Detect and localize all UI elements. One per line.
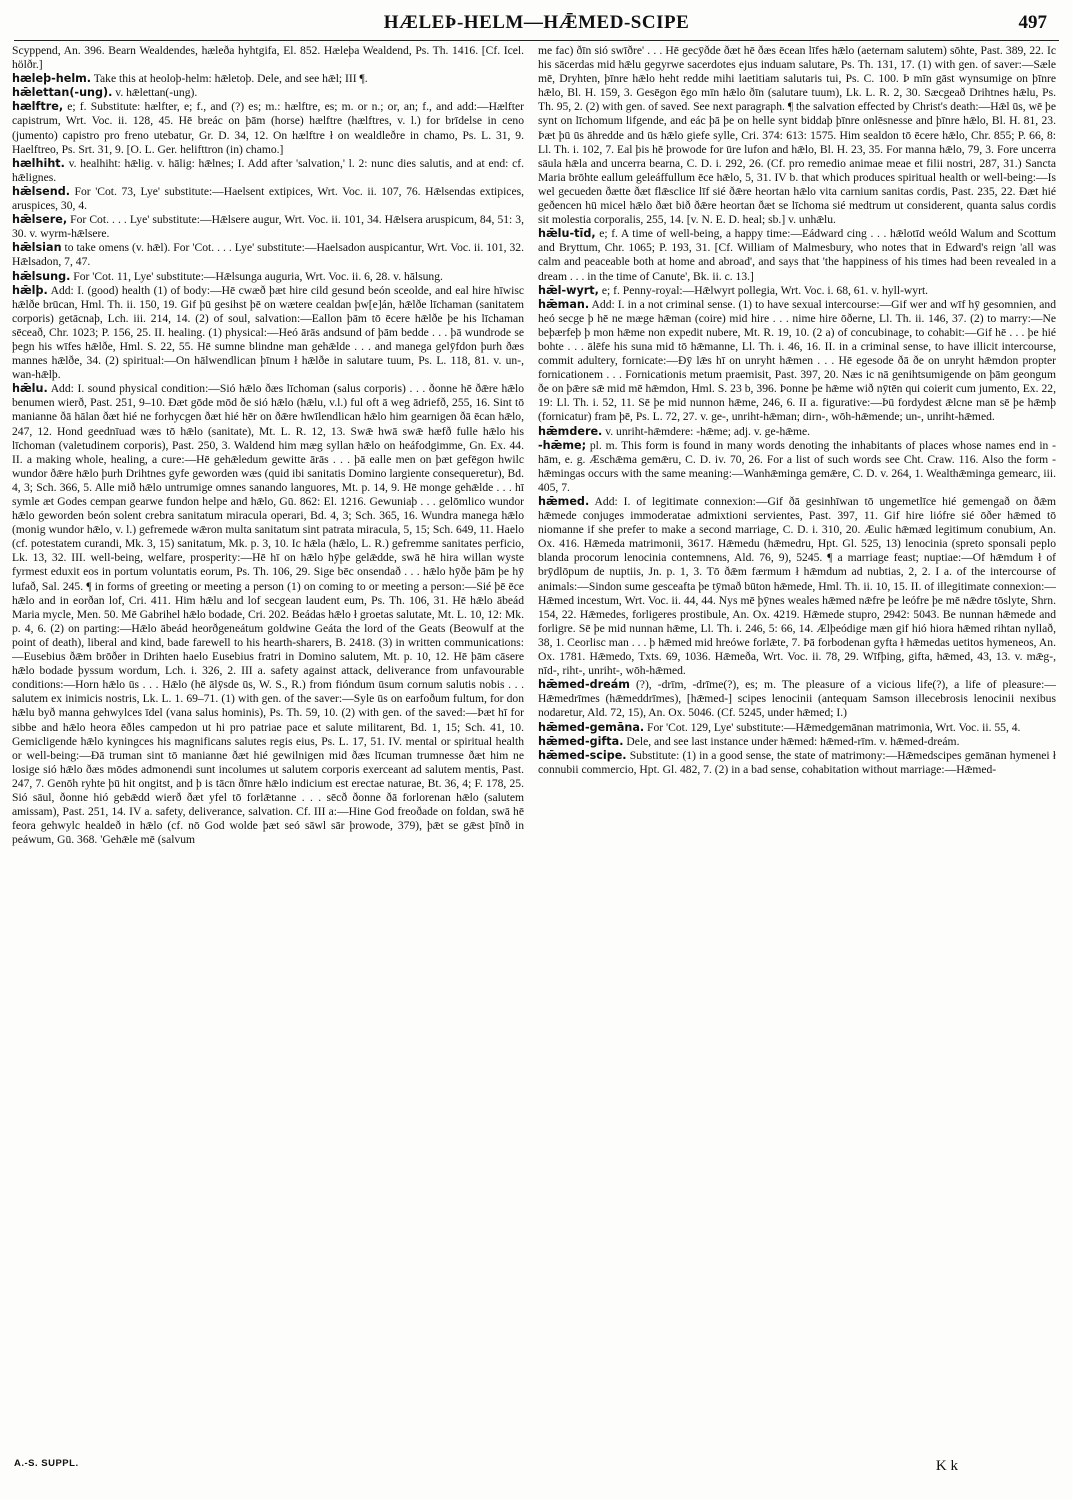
dictionary-entry	[538, 495, 1056, 678]
entry-text: For Cot. . . . Lye' substitute:—Hǣlsere augur, Wrt. Voc. ii. 101, 34. Hǣlsera aruspicum, 84, 51: 3, 30. v. wyrm-hǣlsere.	[12, 213, 524, 241]
dictionary-entry	[12, 284, 524, 383]
dictionary-entry	[538, 284, 1056, 298]
entry-text: Dele, and see last instance under hǣmed: hǣmed-rīm. v. hǣmed-dreám.	[623, 734, 960, 748]
entry-text: pl. m. This form is found in many words denoting the inhabitants of places whose names end in -hām, e. g. Æschǣma gemǣru, C. D. iv. 70, 26. For a list of such words see Cht. Craw. 116. Also the form -hǣmingas occurs with the same meaning:—Wanhǣminga gemǣre, C. D. v. 264, 1. Wealthǣminga gemearc, iii. 405, 7.	[538, 438, 1056, 494]
entry-headword: hǣmed-scipe.	[538, 748, 627, 762]
entry-text: me fac) ðīn sió swīðre' . . . Hē gecȳðde ðæt hē ðæs ēcean līfes hǣlo (aeternam salutem) sōhte, Past. 389, 22. Ic his sācerdas mid hǣlu gegyrwe sacerdotes ejus induam salutare, Ps. Th. 131, 17. (1) with gen. of saver:—Sæle mē, Dryhten, þīnre hǣlo heht redde mihi laetitiam salutaris tui, Ps. C. 100. Þ mīn gāst wynsumige on þīnre hǣlo, Bl. H. 159, 3. Gesēgon ēgo mīn hǣlo ðīn (salutare tuum), Lk. L. R. 2, 30. Sæcgeað Drihtnes hǣlu, Ps. Th. 95, 2. (2) with gen. of saved. See next paragraph. ¶ the salvation effected by Christ's death:—Hǣl ūs, wē þe synt on līchomum lifgende, and eác þā þe on helle synt biddaþ þīnre onlēsnesse and þīnre hǣlo, Bl. H. 81, 23. Þæt þū ūs āhredde and ūs hǣlo giefe sylle, Cri. 374: 613: 1575. Him sealdon tō ēcere hǣlo, Chr. 855; P. 66, 8: Ll. Th. i. 102, 7. Eal þis hē þrowode for ūre lufon and hǣlo, Bl. H. 23, 35. For manna hǣlo, 79, 3. Fore uncerra sāula hǣla and uncerra bearna, C. D. i. 292, 26. (Cf. pro remedio animae meae et filii nostri, 287, 31.) Sancta Maria brōhte eallum geleáffullum ēce hǣlo, 5, 31. IV b. that which produces spiritual health or well-being:—Is wel gecueden ðætte ðæt flǣsclice līf sié ðǣre heortan hǣlo vita carnium sanitas cordis, Past. 235, 22. Ðæt hié geðencen hū micel hǣlo ðæt bið ðǣre heortan ðæt se līchoma sié medtrum ut considerent, quanta salus cordis sit molestia corporalis, 255, 14. [v. N. E. D. heal; sb.] v. unhǣlu.	[538, 44, 1056, 227]
header-rule	[14, 40, 1059, 41]
left-column	[12, 44, 524, 1444]
entry-text: Add: I. in a not criminal sense. (1) to have sexual intercourse:—Gif wer and wīf hȳ gesomnien, and heó secge þ hē ne mæge hǣman (coire) mid hire . . . nime hire ōðerne, Ll. Th. ii. 146, 37. (2) to marry:—Ne beþærfeþ þ mon hǣme non expedit nubere, Mt. R. 19, 10. (2 a) of concubinage, to cohabit:—Gif hē . . . þe hié bohte . . . ālēfe his suna mid tō hǣmanne, Ll. Th. i. 46, 16. II. in a criminal sense, to have illicit intercourse, commit adultery, fornicate:—Ðȳ lǣs hī on unryht hǣmen . . . Hē egesode ðā ðe on unryht hǣmdon propter fornicationem . . . Fornicationis metum praemisit, Past. 397, 20. Næs ic nā genihtsumigende on þām geongum ðe on þǣre sǣ mid mē hǣmdon, Hml. S. 23 b, 396. Þonne þe hǣme wið nȳtēn qui coierit cum jumento, Ex. 22, 19: Ll. Th. i. 52, 11. Sē þe mid nunnon hǣme, 246, 6. II a. figurative:—Þū fordydest ǣlcne man sē þe hǣmþ (fornicatur) fram þē, Ps. L. 72, 27. v. ge-, unriht-hǣman; dirn-, wōh-hǣmende; un-, unriht-hǣmed.	[538, 297, 1056, 424]
signature-mark: A.-S. SUPPL.	[14, 1458, 79, 1469]
entry-headword: hælhiht.	[12, 156, 65, 170]
entry-headword: hǣlþ.	[12, 283, 48, 297]
dictionary-entry	[12, 100, 524, 156]
entry-text: Add: I. (good) health (1) of body:—Hē cwæð þæt hire cild gesund beón sceolde, and eal hire hīwisc hǣlðe brūcan, Hml. Th. ii. 150, 19. Gif þū gesihst þē on wætere cealdan þw[e]án, hǣlðe līchaman (sanitatem corporis) getācnaþ, Lch. iii. 214, 14. (2) of soul, salvation:—Eallon þām tō ēcere hǣlðe þe his līchaman sēceað, Chr. 1023; P. 156, 25. II. healing. (1) physical:—Heó ārās andsund of þām bedde . . . þā wundrode se þegn his wīfes hǣlðe, Hml. S. 22, 55. Hē sumne blindne man gehǣlde . . . and manega gelȳfdon þurh ðæs mannes hǣlðe, 34. (2) spiritual:—On hālwendlican þīnum ł hǣlðe in salutare tuum, Ps. L. 118, 81. v. un-, wan-hǣlþ.	[12, 283, 524, 382]
entry-text: For 'Cot. 129, Lye' substitute:—Hǣmedgemānan matrimonia, Wrt. Voc. ii. 55, 4.	[644, 720, 1021, 734]
entry-headword: hǣl-wyrt,	[538, 283, 599, 297]
entry-text: e; f. A time of well-being, a happy time:—Eádward cing . . . hǣlotīd weóld Walum and Scottum and Bryttum, Chr. 1065; P. 193, 31. [Cf. William of Malmesbury, who notes that in Edward's reign 'all was calm and peaceable both at home and abroad', and says that 'the happiness of his times had been revealed in a dream . . . in the time of Canute', Bk. ii. c. 13.]	[538, 227, 1056, 283]
gathering-mark: K k	[935, 1458, 958, 1474]
dictionary-entry	[538, 227, 1056, 283]
page-header	[0, 12, 1073, 38]
dictionary-entry	[538, 425, 1056, 439]
running-title: HÆLEÞ-HELM—HǢMED-SCIPE	[383, 12, 690, 33]
dictionary-entry	[538, 749, 1056, 777]
dictionary-entry	[12, 44, 524, 72]
dictionary-entry	[538, 678, 1056, 720]
entry-text: e; f. Penny-royal:—Hǣlwyrt pollegia, Wrt. Voc. i. 68, 61. v. hyll-wyrt.	[598, 283, 929, 297]
entry-headword: hǣlu-tīd,	[538, 227, 596, 241]
entry-text: Add: I. of legitimate connexion:—Gif ðā gesinhīwan tō ungemetlīce hié gemengað on ðǣm hǣmede conjuges immoderatae admixtioni servientes, Past. 397, 11. Gif hire liófre sié ōðer hǣmed tō niomanne if she prefer to make a second marriage, C. D. i. 310, 20. Æulic hǣmæd legitimum conubium, An. Ox. 416. Hǣmeda matrimonii, 3617. Hǣmedu (hǣmedru, Hpt. Gl. 525, 13) lenocinia (spreto sponsali peplo blanda procorum lenocinia contemnens, Ald. 76, 9), 5245. ¶ a marriage feast; nuptiae:—Of hǣmdum ł of brȳdlōpum de nuptiis, Jn. p. 1, 3. Tō ðǣm færmum ł hǣmdum ad nubtias, 2, 2. I a. of the intercourse of animals:—Sindon sume gesceafta þe tȳmað būton hǣmede, Hml. Th. ii. 10, 15. II. of illegitimate connexion:—Hǣmed incestum, Wrt. Voc. ii. 44, 44. Nys mē þȳnes weales hǣmed nǣfre þe leófre þe mē nǣdre tōslyte, Shrn. 154, 22. Hǣmedes, forligeres prostibule, An. Ox. 4219. Hǣmede stupro, 2942: 5043. Be nunnan hǣmede and forligre. Sē þe mid nunnan hǣme, Ll. Th. i. 246, 5: 66, 14. Ælþeódige mæn gif hió hiora hǣmed rihtan nyllað, 38, 1. Ceorlisc man . . . þ hǣmed mid hreówe forlǣte, 7. Þā forbodenan gyfta ł hǣmedas uetitos hymeneos, An. Ox. 1781. Hǣmedo, Txts. 69, 1036. Hǣmeða, Wrt. Voc. ii. 78, 29. Wīfþing, gifta, hǣmed, 43, 13. v. mǣg-, nīd-, riht-, unriht-, wōh-hǣmed.	[538, 495, 1056, 678]
entry-headword: hǣmed.	[538, 495, 590, 508]
dictionary-entry	[538, 721, 1056, 735]
entry-headword: -hǣme;	[538, 438, 587, 452]
entry-headword: hǣmed-gifta.	[538, 734, 624, 748]
dictionary-entry	[12, 157, 524, 185]
dictionary-entry	[12, 270, 524, 284]
dictionary-entry	[538, 735, 1056, 749]
dictionary-entry	[538, 298, 1056, 425]
entry-headword: hǣlsian	[12, 241, 62, 255]
entry-text: v. healhiht: hǣlig. v. hālig: hǣlnes; I. Add after 'salvation,' l. 2: nunc dies salutis, and at end: cf. hǣlignes.	[12, 156, 524, 184]
entry-headword: hæleþ-helm.	[12, 72, 92, 86]
dictionary-entry	[12, 382, 524, 847]
entry-text: For 'Cot. 11, Lye' substitute:—Hǣlsunga auguria, Wrt. Voc. ii. 6, 28. v. hālsung.	[70, 269, 443, 283]
entry-headword: hǣmdere.	[538, 424, 603, 438]
entry-text: Substitute: (1) in a good sense, the state of matrimony:—Hǣmedscipes gemānan hymenei ł connubii commercio, Hpt. Gl. 482, 7. (2) in a bad sense, cohabitation without marriage:—Hǣmed-	[538, 748, 1056, 776]
entry-headword: hǣlettan(-ung).	[12, 86, 113, 100]
entry-text: Scyppend, An. 396. Bearn Wealdendes, hæleða hyhtgifa, El. 852. Hæleþa Wealdend, Ps. Th. 1416. [Cf. Icel. hölðr.]	[12, 44, 524, 72]
entry-text: For 'Cot. 73, Lye' substitute:—Haelsent extipices, Wrt. Voc. ii. 107, 76. Hǣlsendas extipices, aruspices, 30, 4.	[12, 184, 524, 213]
entry-text: v. unriht-hǣmdere: -hǣme; adj. v. ge-hǣme.	[602, 424, 811, 438]
entry-headword: hælftre,	[12, 100, 64, 114]
entry-headword: hǣmed-gemāna.	[538, 720, 645, 734]
dictionary-entry	[538, 439, 1056, 495]
entry-text: Add: I. sound physical condition:—Sió hǣlo ðæs līchoman (salus corporis) . . . ðonne hē ðǣre hǣlo benumen wierð, Past. 251, 9–10. Ðæt gōde mōd ðe sió hǣlo (hǣlu, v.l.) ful oft ā weg ādriefð, 255, 16. Sint tō manianne ðā hālan ðæt hié ne forhycgen ðæt hié hēr on ðǣre hwīlendlican hǣlo him gearnigen ðā ēcan hǣlo, 247, 12. Hond geednīuad wæs tō hǣlo (sanitate), Mt. L. R. 12, 13. Swǣ hwā swǣ hæfð fulle hǣlo his līchoman (valetudinem corporis), Past. 250, 3. Waldend him mæg syllan hǣlo on heáfodgimme, Gn. Ex. 44. II. a making whole, healing, a cure:—Hē gehǣledum gewitte ārās . . . þā ealle men on þæt gefēgon hwilc wundor ðǣre hǣlo þurh Drihtnes gyfe geworden wæs (quid ibi sanitatis Domino largiente consequeretur), Bd. 4, 3; Sch. 366, 5. Alle mið hǣlo untrumige omnes sanando languores, Mt. p. 14, 9. Hē monge gehǣlde . . . hī symle æt Godes cempan gearwe fundon helpe and hǣlo, Gū. 862: El. 1216. Gewuniaþ . . . gelōmlico wundor hǣlo geworden beón solent crebra sanitatum miracula operari, Bd. 4, 3; Sch. 365, 16. Wundra manega hǣlo (monig wundor hǣlo, v. l.) gefremede wǣron multa sanitatum sint patrata miracula, 5, 15; Sch. 649, 11. Haelo (cf. potestatem curandi, Mk. 3, 15) sanitatum, Mk. p. 3, 10. Ic hǣla (hǣlo, L. R.) gefremme sanitates perficio, Lk. 13, 32. III. well-being, welfare, prosperity:—Hē hī on hǣlo hȳþe gelǣdde, swā hē hira willan wyste fyrmest eduxit eos in portum voluntatis eorum, Ps. Th. 106, 29. Sige bēc onsendað . . . hǣlo hȳðe þām þe hȳ lufað, Sal. 245. ¶ in forms of greeting or meeting a person (1) on coming to or meeting a person:—Sié þē ēce hǣlo and in eorðan lof, Cri. 411. Him hǣlu and lof secgean laudent eum, Ps. Th. 106, 31. Hē hǣlo ābeád Maria mycle, Men. 50. Mē Gabrihel hǣlo bodade, Cri. 202. Beádas hǣlo ł groetas salutate, Mt. L. 10, 12: Mk. p. 4, 6. (2) on parting:—Hǣlo ābeád heorðgeneátum goldwine Geáta the lord of the Geats (Beowulf at the point of death), liberal and kind, bade farewell to his hearth-sharers, B. 2418. (3) in written communications:—Eusebius ðǣm brōðer in Drihten haelo Eusebius fratri in Domino salutem, Mt. p. 10, 12. Hē þām cāsere hǣlo bodade þyssum wordum, Lch. i. 326, 2. III a. safety against attack, deliverance from unfavourable conditions:—Horn hǣlo ūs . . . Hǣlo (hē ālȳsde ūs, W. S., R.) from fióndum ūsum cornum salutis nobis . . . salutem ex inimicis nostris, Lk. L. 1. 69–71. (1) with gen. of the saver:—Syle ūs on earfoðum fultum, for don hǣlu byð manna gehwylces īdel (vana salus hominis), Ps. Th. 59, 10. (2) with gen. of the saved:—Þæt hī for sibbe and hǣlo heora ēðles campedon ut hi pro patriae pace et salute militarent, Bd. 1, 15; Sch. 41, 10. Gemicligende hǣlo kyningces his magnificans salutes regis eius, Ps. L. 17, 51. IV. mental or spiritual health or well-being:—Ðā truman sint tō manianne ðæt hié gewilnigen mid ðæs līcuman trumnesse ðæt him ne losige sió hǣlo ðæs mōdes admonendi sunt incolumes ut salutem corporis exerceant ad salutem mentis, Past. 247, 7. Genōh ryhte þū hit ongitst, and þ is tācn ðīnre hǣlo indicium est erectae naturae, Bt. 36, 4; F. 178, 25. Sió sāul, ðonne hió gebǣdd wierð ðæt yfel tō forlǣtanne . . . sēcð ðonne ðā forlorenan hǣlo (salutem amissam), Past. 251, 14. IV a. safety, deliverance, salvation. Cf. III a:—Hine God freoðade on foldan, swā hē feora gehwylc healdeð in hǣlo (cf. nō God wolde þæt seó sāwl sār þrowode, 379), þǣt se gǣst þīnð in peáwum, Gū. 368. 'Gehǣle mē (salvum	[12, 382, 524, 847]
entry-text: e; f. Substitute: hælfter, e; f., and (?) es; m.: hælftre, es; m. or n.; or, an; f., and add:—Hælfter capistrum, Wrt. Voc. ii. 128, 45. Hē breác on þām (horse) hælftre (hælftres, v. l.) for brīdelse in ceno (jumento) capistro pro freno utebatur, Gr. D. 34, 12. On hælftre ł on wealdleðre in chamo, Ps. L. 31, 9. Haelftreo, Ps. Srt. 31, 9. [O. L. Ger. helifttron (in) chamo.]	[12, 100, 524, 156]
entry-headword: hǣlsung.	[12, 269, 71, 283]
entry-text: to take omens (v. hǣl). For 'Cot. . . . Lye' substitute:—Haelsadon auspicantur, Wrt. Voc. ii. 101, 32. Hǣlsadon, 7, 47.	[12, 241, 524, 269]
entry-text: (?), -drīm, -drīme(?), es; m. The pleasure of a vicious life(?), a life of pleasure:—Hǣmedrīmes (hǣmeddrīmes), [hǣmed-] scipes lenocinii (antequam Samson illecebrosis lenocinii nexibus nodaretur, Ald. 72, 15), An. Ox. 5046. (Cf. 5245, under hǣmed; I.)	[538, 678, 1056, 720]
entry-headword: hǣlsend.	[12, 184, 70, 198]
entry-headword: hǣlsere,	[12, 213, 68, 227]
entry-headword: hǣman.	[538, 297, 590, 311]
entry-headword: hǣmed-dreám	[538, 678, 630, 692]
dictionary-entry	[12, 185, 524, 213]
dictionary-entry	[12, 86, 524, 100]
entry-text: Take this at heoloþ-helm: hǣletoþ. Dele, and see hǣl; III ¶.	[91, 72, 368, 86]
entry-headword: hǣlu.	[12, 382, 48, 396]
right-column	[538, 44, 1056, 1444]
entry-text: v. hǣlettan(-ung).	[112, 86, 198, 100]
dictionary-entry	[12, 72, 524, 86]
dictionary-entry	[538, 44, 1056, 227]
dictionary-entry	[12, 241, 524, 269]
page-number: 497	[1018, 12, 1047, 33]
dictionary-entry	[12, 213, 524, 241]
